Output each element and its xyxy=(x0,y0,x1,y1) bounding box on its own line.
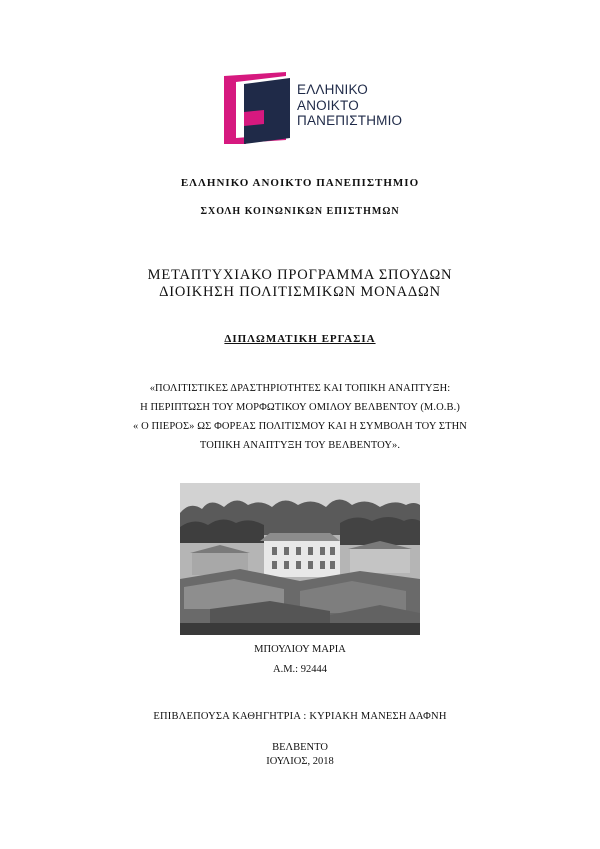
book-emblem-icon xyxy=(224,72,290,144)
supervisor: ΕΠΙΒΛΕΠΟΥΣΑ ΚΑΘΗΓΗΤΡΙΑ : ΚΥΡΙΑΚΗ ΜΑΝΕΣΗ ΔΑΦΝΗ xyxy=(153,711,447,722)
logo-line: ΕΛΛΗΝΙΚΟ xyxy=(297,82,368,97)
logo-line: ΑΝΟΙΚΤΟ xyxy=(297,97,359,113)
student-id: Α.Μ.: 92444 xyxy=(273,664,327,675)
school-name: ΣΧΟΛΗ ΚΟΙΝΩΝΙΚΩΝ ΕΠΙΣΤΗΜΩΝ xyxy=(200,206,400,217)
title-line: Η ΠΕΡΙΠΤΩΣΗ ΤΟΥ ΜΟΡΦΩΤΙΚΟΥ ΟΜΙΛΟΥ ΒΕΛΒΕΝΤΟΥ (Μ.Ο.Β.) xyxy=(140,402,460,413)
program-line: ΜΕΤΑΠΤΥΧΙΑΚΟ ΠΡΟΓΡΑΜΜΑ ΣΠΟΥΔΩΝ xyxy=(147,267,453,283)
date: ΙΟΥΛΙΟΣ, 2018 xyxy=(266,756,334,767)
program-name xyxy=(0,267,600,301)
title-line: « Ο ΠΙΕΡΟΣ» ΩΣ ΦΟΡΕΑΣ ΠΟΛΙΤΙΣΜΟΥ ΚΑΙ Η ΣΥΜΒΟΛΗ ΤΟΥ ΣΤΗΝ xyxy=(133,421,467,432)
thesis-title xyxy=(0,379,600,455)
place: ΒΕΛΒΕΝΤΟ xyxy=(272,742,328,753)
title-line: «ΠΟΛΙΤΙΣΤΙΚΕΣ ΔΡΑΣΤΗΡΙΟΤΗΤΕΣ ΚΑΙ ΤΟΠΙΚΗ ΑΝΑΠΤΥΞΗ: xyxy=(149,383,451,394)
logo-wordmark xyxy=(297,82,417,129)
town-photograph xyxy=(180,483,420,635)
document-type: ΔΙΠΛΩΜΑΤΙΚΗ ΕΡΓΑΣΙΑ xyxy=(224,333,376,345)
title-line: ΤΟΠΙΚΗ ΑΝΑΠΤΥΞΗ ΤΟΥ ΒΕΛΒΕΝΤΟΥ». xyxy=(199,440,401,451)
institution-name: ΕΛΛΗΝΙΚΟ ΑΝΟΙΚΤΟ ΠΑΝΕΠΙΣΤΗΜΙΟ xyxy=(180,177,420,189)
author-name: ΜΠΟΥΛΙΟΥ ΜΑΡΙΑ xyxy=(254,644,346,655)
logo-line: ΠΑΝΕΠΙΣΤΗΜΙΟ xyxy=(297,113,403,128)
program-line: ΔΙΟΙΚΗΣΗ ΠΟΛΙΤΙΣΜΙΚΩΝ ΜΟΝΑΔΩΝ xyxy=(159,284,441,300)
